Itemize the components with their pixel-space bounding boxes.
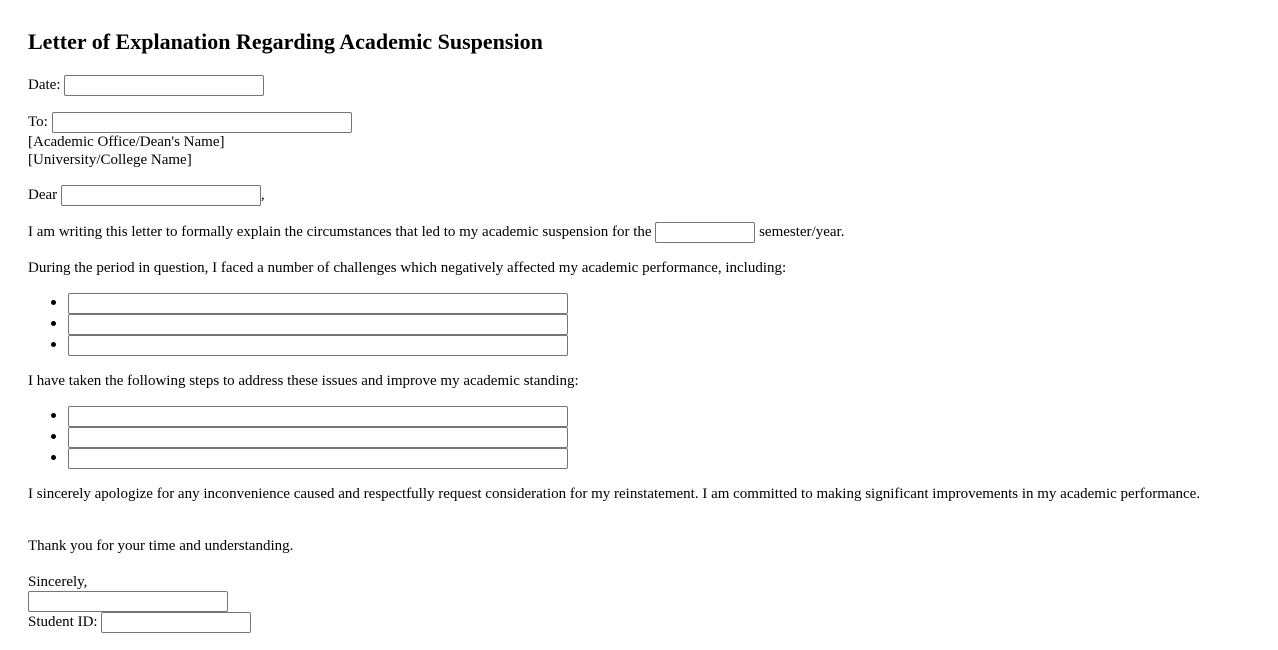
bullet-icon	[51, 321, 56, 326]
date-input[interactable]	[64, 75, 264, 96]
student-id-row	[28, 612, 251, 633]
challenges-intro-text: During the period in question, I faced a number of challenges which negatively affected my academic performance, including:	[28, 260, 787, 276]
signature-name-input[interactable]	[28, 591, 228, 612]
list-item	[28, 406, 568, 427]
thanks-paragraph: Thank you for your time and understanding.	[28, 538, 294, 554]
salutation-label: Dear	[28, 186, 58, 203]
salutation-name-input[interactable]	[61, 185, 261, 206]
closing-label: Sincerely,	[28, 574, 88, 590]
signature-row	[28, 591, 228, 612]
recipient-row	[28, 112, 352, 133]
list-item	[28, 448, 568, 469]
bullet-icon	[51, 342, 56, 347]
bullet-icon	[51, 434, 56, 439]
student-id-input[interactable]	[101, 612, 251, 633]
date-label: Date:	[28, 76, 61, 93]
challenge-input-1[interactable]	[68, 293, 568, 314]
intro-text-after: semester/year.	[759, 223, 845, 240]
list-item	[28, 314, 568, 335]
bullet-icon	[51, 413, 56, 418]
recipient-office-placeholder: [Academic Office/Dean's Name]	[28, 134, 225, 150]
salutation-comma: ,	[260, 186, 265, 203]
bullet-icon	[51, 300, 56, 305]
intro-paragraph	[28, 222, 844, 243]
challenge-input-3[interactable]	[68, 335, 568, 356]
date-row	[28, 75, 264, 96]
intro-text-before: I am writing this letter to formally explain the circumstances that led to my academic suspension for the	[28, 223, 652, 240]
recipient-input[interactable]	[52, 112, 352, 133]
list-item	[28, 293, 568, 314]
steps-intro-text: I have taken the following steps to address these issues and improve my academic standing:	[28, 373, 579, 389]
list-item	[28, 427, 568, 448]
semester-year-input[interactable]	[655, 222, 755, 243]
page-title: Letter of Explanation Regarding Academic Suspension	[28, 29, 543, 54]
salutation-row	[28, 185, 265, 206]
step-input-1[interactable]	[68, 406, 568, 427]
challenge-input-2[interactable]	[68, 314, 568, 335]
challenges-list	[28, 293, 568, 356]
recipient-university-placeholder: [University/College Name]	[28, 152, 192, 168]
steps-list	[28, 406, 568, 469]
step-input-2[interactable]	[68, 427, 568, 448]
recipient-label: To:	[28, 113, 48, 130]
bullet-icon	[51, 455, 56, 460]
student-id-label: Student ID:	[28, 613, 98, 630]
step-input-3[interactable]	[68, 448, 568, 469]
apology-paragraph: I sincerely apologize for any inconvenience caused and respectfully request consideration for my reinstatement. I am committed to making significant improvements in my academic performance.	[28, 486, 1201, 502]
list-item	[28, 335, 568, 356]
